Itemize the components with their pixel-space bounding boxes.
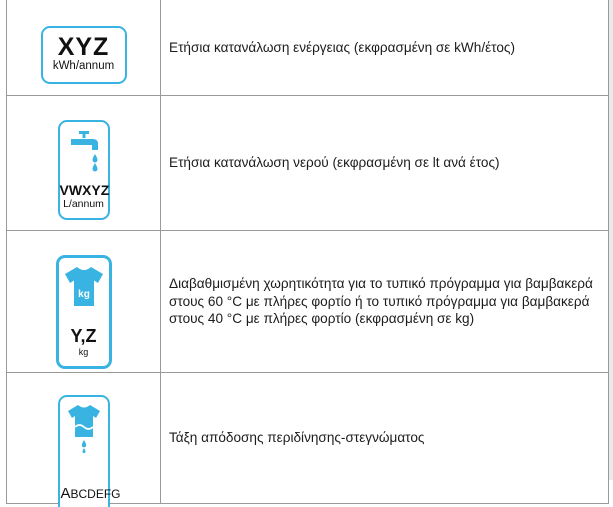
icon-cell <box>7 96 161 231</box>
table-row <box>7 373 609 504</box>
capacity-description: Διαβαθμισμένη χωρητικότητα για το τυπικό πρόγραμμα για βαμβακερά στους 60 °C με πλήρες φορτίο ή το τυπικό πρόγραμμα για βαμβακερά στους 40 °C με πλήρες φορτίο (εκφρασμένη σε kg) <box>169 276 593 327</box>
tshirt-kg-glyph: kg <box>77 289 90 300</box>
icon-cell <box>7 231 161 373</box>
water-description: Ετήσια κατανάλωση νερού (εκφρασμένη σε lt ανά έτος) <box>169 155 500 171</box>
icon-cell <box>7 0 161 96</box>
water-unit: L/annum <box>63 198 104 210</box>
description-cell <box>161 0 609 96</box>
water-value-placeholder: VWXYZ <box>59 182 110 198</box>
tshirt-kg-icon <box>56 255 112 369</box>
vertical-scrollbar[interactable] <box>609 0 613 480</box>
faucet-icon <box>67 130 101 174</box>
description-cell <box>161 373 609 504</box>
energy-unit: kWh/annum <box>52 60 115 72</box>
label-legend-table <box>6 0 609 504</box>
spin-class-first-letter: A <box>60 485 71 502</box>
table-row <box>7 231 609 373</box>
description-cell <box>161 96 609 231</box>
spin-description: Τάξη απόδοσης περιδίνησης-στεγνώματος <box>169 430 425 446</box>
capacity-value-placeholder: Y,Z <box>70 326 97 346</box>
water-tap-icon <box>58 120 110 220</box>
tshirt-icon <box>63 264 105 308</box>
table-row <box>7 0 609 96</box>
spin-drying-icon <box>58 395 121 507</box>
capacity-unit: kg <box>78 347 89 357</box>
description-cell <box>161 231 609 373</box>
icon-cell <box>7 373 161 504</box>
table-row <box>7 96 609 231</box>
energy-label-icon <box>41 26 127 84</box>
spin-class-scale <box>60 487 128 501</box>
energy-description: Ετήσια κατανάλωση ενέργειας (εκφρασμένη σε kWh/έτος) <box>169 39 515 55</box>
spin-class-remaining-letters: BCDEFG <box>70 487 121 501</box>
wet-tshirt-icon <box>66 403 102 455</box>
energy-value-placeholder: XYZ <box>57 33 110 61</box>
